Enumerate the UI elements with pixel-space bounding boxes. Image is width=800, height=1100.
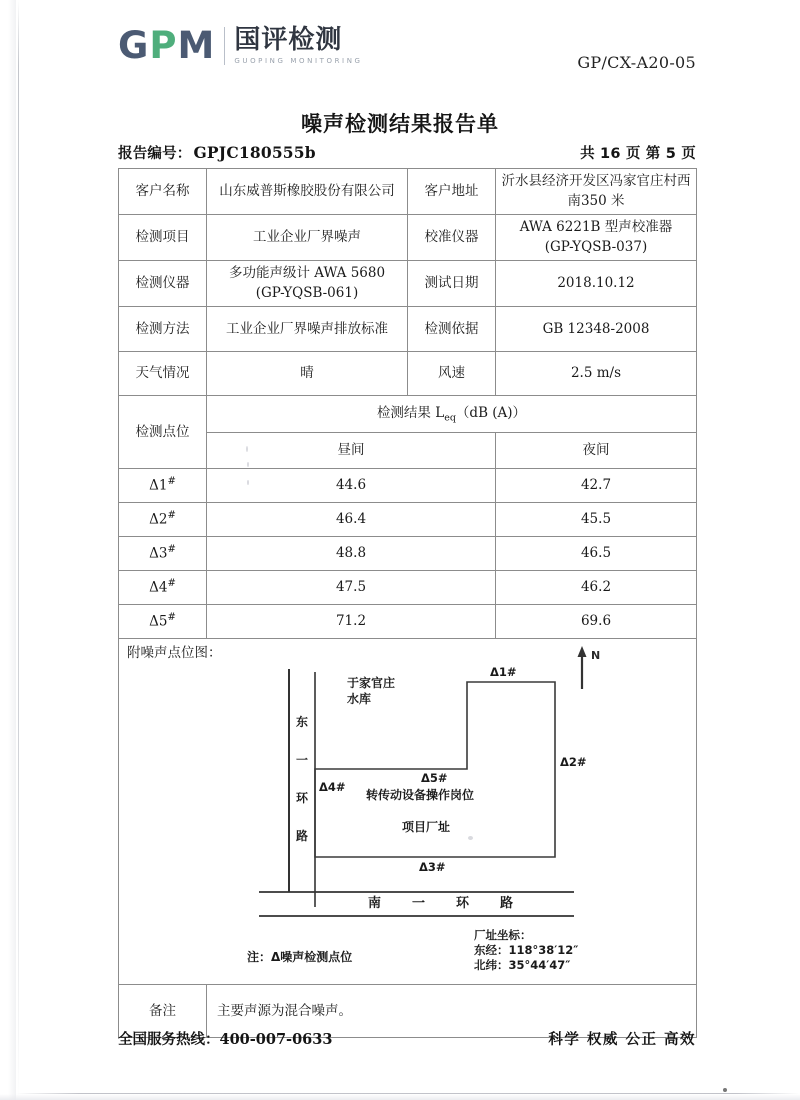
results-col-night: 夜间	[496, 433, 697, 469]
logo-chinese-name: 国评检测	[234, 25, 343, 55]
measure-point-hash: #	[167, 544, 176, 556]
report-number	[118, 142, 316, 163]
reservoir-label	[347, 675, 395, 707]
measure-point	[119, 537, 207, 571]
table-row	[119, 537, 697, 571]
measure-day-value: 71.2	[207, 605, 496, 639]
company-slogan: 科学 权威 公正 高效	[548, 1032, 696, 1048]
measure-night-value: 46.2	[496, 571, 697, 605]
row-value-test-date: 2018.10.12	[496, 261, 697, 307]
scan-speck	[247, 480, 249, 485]
results-header-pre: 检测结果 L	[376, 404, 445, 421]
row-value-weather: 晴	[207, 352, 408, 396]
page-count: 共 16 页 第 5 页	[580, 146, 696, 162]
site-plant-label: 项目厂址	[402, 820, 451, 835]
reservoir-label-line1: 于家官庄	[347, 676, 396, 691]
results-unit-header	[207, 396, 697, 433]
measure-point	[119, 469, 207, 503]
logo-divider	[224, 27, 225, 65]
row-value-customer-address: 沂水县经济开发区冯家官庄村西南350 米	[496, 169, 697, 215]
site-station-label: 转传动设备操作岗位	[366, 788, 475, 803]
measure-day-value: 47.5	[207, 571, 496, 605]
measure-point	[119, 605, 207, 639]
table-row	[119, 352, 697, 396]
table-row	[119, 215, 697, 261]
measure-point-label: Δ4	[149, 579, 168, 596]
measure-point-hash: #	[167, 612, 176, 624]
row-label-test-date: 测试日期	[408, 261, 496, 307]
logo-letter-p: P	[149, 24, 178, 67]
road-vertical-char-2: 一	[295, 753, 308, 768]
coordinates-title: 厂址坐标：	[474, 928, 532, 943]
results-header-post: （dB (A)）	[455, 404, 527, 421]
row-value-wind-speed: 2.5 m/s	[496, 352, 697, 396]
diagram-row	[119, 639, 697, 985]
table-row	[119, 503, 697, 537]
scan-speck	[246, 446, 248, 452]
site-diagram-cell	[119, 639, 697, 985]
row-label-customer-name: 客户名称	[119, 169, 207, 215]
diagram-title: 附噪声点位图：	[127, 645, 222, 662]
measure-point-hash: #	[167, 578, 176, 590]
measure-point-label: Δ1	[149, 477, 168, 494]
results-header-sub: eq	[444, 412, 456, 424]
remark-value: 主要声源为混合噪声。	[207, 985, 697, 1038]
measure-day-value: 46.4	[207, 503, 496, 537]
page-title: 噪声检测结果报告单	[301, 112, 499, 136]
gpm-logo	[118, 26, 363, 66]
service-hotline	[118, 1028, 332, 1049]
row-label-standard: 检测依据	[408, 307, 496, 352]
diagram-note: 注：Δ噪声检测点位	[247, 950, 353, 965]
row-value-calibrator: AWA 6221B 型声校准器 (GP-YQSB-037)	[496, 215, 697, 261]
measure-point	[119, 571, 207, 605]
service-hotline-number: 400-007-0633	[219, 1031, 333, 1048]
page-footer	[118, 1028, 696, 1049]
site-coordinates	[474, 928, 578, 973]
diagram-point-1: Δ1#	[490, 665, 517, 680]
diagram-point-4: Δ4#	[319, 780, 346, 795]
table-row	[119, 307, 697, 352]
table-row	[119, 571, 697, 605]
north-arrow-icon	[578, 646, 587, 689]
measure-night-value: 46.5	[496, 537, 697, 571]
measure-point-label: Δ3	[149, 545, 168, 562]
measure-night-value: 69.6	[496, 605, 697, 639]
row-value-standard: GB 12348-2008	[496, 307, 697, 352]
scan-speck	[247, 462, 249, 467]
measure-night-value: 45.5	[496, 503, 697, 537]
results-point-header: 检测点位	[119, 396, 207, 469]
reservoir-label-line2: 水库	[347, 692, 372, 707]
report-number-value: GPJC180555b	[193, 143, 316, 162]
table-row	[119, 605, 697, 639]
logo-letter-m: M	[177, 24, 216, 67]
row-label-customer-address: 客户地址	[408, 169, 496, 215]
road-vertical-char-1: 东	[295, 715, 308, 730]
report-number-label: 报告编号：	[118, 146, 192, 162]
road-horizontal-label: 南 一 环 路	[367, 896, 522, 912]
measure-point-label: Δ5	[149, 613, 168, 630]
logo-english-name: GUOPING MONITORING	[234, 57, 363, 65]
results-header-row	[119, 396, 697, 433]
report-table	[118, 168, 697, 1038]
table-row	[119, 261, 697, 307]
road-vertical-char-4: 路	[295, 829, 308, 844]
table-row	[119, 169, 697, 215]
row-label-calibrator: 校准仪器	[408, 215, 496, 261]
row-value-instrument: 多功能声级计 AWA 5680 (GP-YQSB-061)	[207, 261, 408, 307]
logo-letter-g: G	[118, 24, 150, 67]
diagram-point-3: Δ3#	[419, 860, 446, 875]
row-value-customer-name: 山东威普斯橡胶股份有限公司	[207, 169, 408, 215]
document-code: GP/CX-A20-05	[577, 53, 696, 72]
site-diagram	[119, 639, 695, 982]
table-row	[119, 469, 697, 503]
report-meta-line	[118, 142, 696, 164]
road-vertical-label	[294, 703, 310, 855]
page-header	[118, 26, 696, 88]
coordinates-longitude: 东经：118°38′12″	[474, 943, 579, 958]
measure-point	[119, 503, 207, 537]
measure-point-hash: #	[167, 510, 176, 522]
measure-point-label: Δ2	[149, 511, 168, 528]
scan-speck	[468, 836, 473, 840]
scan-speck	[723, 1088, 727, 1092]
service-hotline-label: 全国服务热线：	[118, 1032, 220, 1048]
row-value-test-item: 工业企业厂界噪声	[207, 215, 408, 261]
diagram-point-2: Δ2#	[560, 755, 587, 770]
measure-night-value: 42.7	[496, 469, 697, 503]
logo-text-block	[234, 26, 362, 65]
results-col-day: 昼间	[207, 433, 496, 469]
row-label-method: 检测方法	[119, 307, 207, 352]
row-value-method: 工业企业厂界噪声排放标准	[207, 307, 408, 352]
coordinates-latitude: 北纬：35°44′47″	[474, 958, 571, 973]
row-label-test-item: 检测项目	[119, 215, 207, 261]
remark-label: 备注	[119, 985, 207, 1038]
row-label-wind-speed: 风速	[408, 352, 496, 396]
measure-day-value: 44.6	[207, 469, 496, 503]
measure-point-hash: #	[167, 476, 176, 488]
road-vertical-char-3: 环	[295, 791, 308, 806]
row-label-weather: 天气情况	[119, 352, 207, 396]
logo-letters	[118, 26, 215, 66]
row-label-instrument: 检测仪器	[119, 261, 207, 307]
measure-day-value: 48.8	[207, 537, 496, 571]
north-label: N	[591, 649, 601, 663]
diagram-point-5: Δ5#	[421, 771, 448, 786]
